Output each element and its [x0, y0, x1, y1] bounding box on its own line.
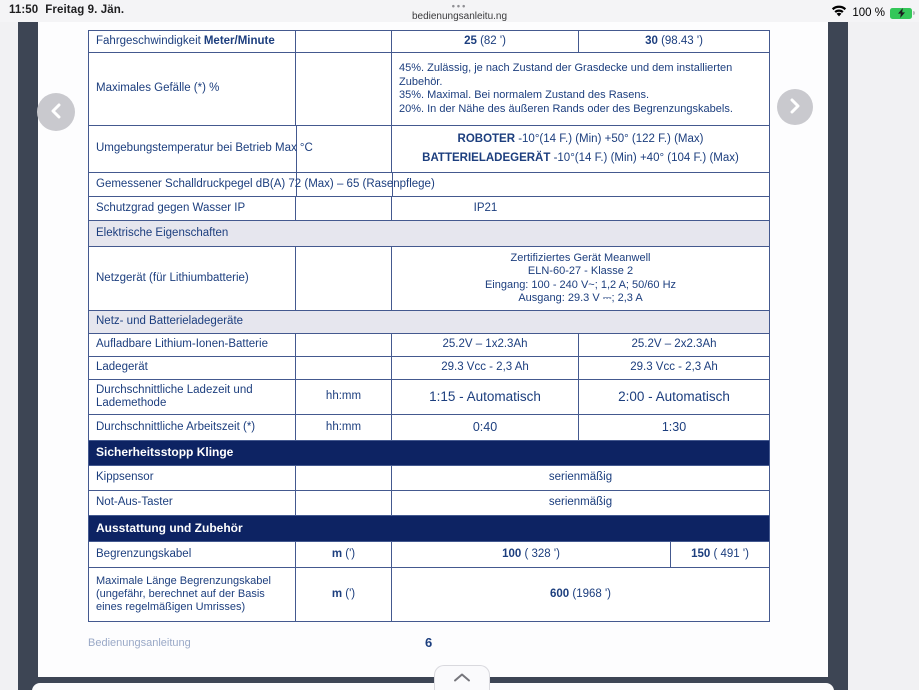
row-max-laenge-begrenzungskabel [89, 568, 769, 621]
spec-label: Ladegerät [89, 357, 296, 379]
spec-unit [296, 491, 392, 515]
row-schalldruckpegel [89, 173, 769, 197]
spec-label: Not-Aus-Taster [89, 491, 296, 515]
spec-label: Aufladbare Lithium-Ionen-Batterie [89, 334, 296, 356]
ellipsis-handle-icon[interactable]: ••• [451, 1, 468, 11]
spec-unit [296, 466, 392, 490]
row-arbeitszeit [89, 415, 769, 441]
row-schutzgrad [89, 197, 769, 221]
row-fahrgeschwindigkeit [89, 31, 769, 53]
spec-unit: hh:mm [296, 380, 392, 414]
spec-label: Gemessener Schalldruckpegel dB(A) 72 (Max) – 65 (Rasenpflege) [89, 173, 769, 196]
spec-unit [296, 357, 392, 379]
battery-percent: 100 % [852, 7, 885, 19]
chevron-right-icon [788, 98, 802, 117]
battery-charging-icon [890, 8, 912, 19]
row-not-aus-taster [89, 491, 769, 516]
row-kippsensor [89, 466, 769, 491]
spec-label: Durchschnittliche Ladezeit und Lademethode [89, 380, 296, 414]
spec-value-1: 25 (82 ') [392, 31, 579, 52]
document-domain-title: bedienungsanleitu.ng [411, 11, 508, 22]
footer-document-name: Bedienungsanleitung [88, 637, 191, 649]
status-bar [0, 0, 919, 22]
left-page-edge-band [18, 22, 38, 690]
spec-label: Durchschnittliche Arbeitszeit (*) [89, 415, 296, 440]
spec-value: IP21 [473, 201, 498, 214]
section-title: Sicherheitsstopp Klinge [96, 445, 234, 460]
status-date: Freitag 9. Jän. [45, 4, 125, 16]
spec-value: serienmäßig [548, 471, 613, 484]
spec-value: serienmäßig [548, 496, 613, 509]
spec-value: 600 (1968 ') [549, 587, 611, 600]
section-netz-batterieladegeraete [89, 311, 769, 334]
row-netzgeraet [89, 247, 769, 311]
spec-value: 45%. Zulässig, je nach Zustand der Grasdecke und dem installierten Zubehör. 35%. Maximal. Bei normalem Zustand des Rasens. 20%. In der Nähe des äußeren Rands oder des Begrenzungskabels. [399, 62, 733, 115]
spec-value-2: 25.2V – 2x2.3Ah [631, 338, 717, 351]
spec-unit: hh:mm [296, 415, 392, 440]
spec-value-1: 25.2V – 1x2.3Ah [392, 334, 579, 356]
scroll-up-tab[interactable] [434, 665, 490, 690]
spec-value-1: 1:15 - Automatisch [392, 380, 579, 414]
spec-value-1: 0:40 [392, 415, 579, 440]
next-page-top-edge [32, 683, 834, 690]
spec-unit [296, 334, 392, 356]
spec-value: ROBOTER -10°(14 F.) (Min) +50° (122 F.) (Max) BATTERIELADEGERÄT -10°(14 F.) (Min) +40° (104 F.) (Max) [422, 133, 739, 164]
spec-value-1: 29.3 Vcc - 2,3 Ah [392, 357, 579, 379]
spec-value-2: 2:00 - Automatisch [618, 389, 730, 405]
row-ladegeraet [89, 357, 769, 380]
spec-label: Netzgerät (für Lithiumbatterie) [89, 247, 296, 310]
next-page-button[interactable] [777, 89, 813, 125]
chevron-up-icon [453, 669, 471, 687]
spec-label: Begrenzungskabel [89, 542, 296, 567]
row-umgebungstemperatur [89, 126, 769, 173]
spec-value-2: 30 (98.43 ') [645, 34, 703, 47]
right-page-edge-band [828, 22, 848, 690]
spec-value-2: 29.3 Vcc - 2,3 Ah [630, 361, 718, 374]
section-title: Netz- und Batterieladegeräte [96, 315, 244, 328]
spec-value-1: 100 ( 328 ') [392, 542, 671, 567]
spec-unit: m (') [296, 542, 392, 567]
spec-unit [296, 197, 392, 220]
spec-label: Umgebungstemperatur bei Betrieb Max °C [89, 126, 392, 172]
row-max-gefaelle [89, 53, 769, 126]
spec-label: Maximale Länge Begrenzungskabel (ungefähr, berechnet auf der Basis eines regelmäßigen Umrisses) [89, 568, 296, 621]
row-begrenzungskabel [89, 542, 769, 568]
page-number: 6 [425, 635, 433, 650]
spec-label: Fahrgeschwindigkeit Meter/Minute [89, 31, 296, 52]
spec-value-2: 150 ( 491 ') [691, 547, 749, 560]
previous-page-button[interactable] [37, 93, 75, 131]
row-ladezeit [89, 380, 769, 415]
section-ausstattung-zubehoer [89, 516, 769, 542]
section-sicherheitsstopp-klinge [89, 441, 769, 466]
section-title: Elektrische Eigenschaften [96, 226, 229, 239]
spec-unit: m (') [296, 568, 392, 621]
spec-value: Zertifiziertes Gerät Meanwell ELN-60-27 - Klasse 2 Eingang: 100 - 240 V~; 1,2 A; 50/60 Hz Ausgang: 29.3 V ⎓; 2,3 A [484, 251, 677, 304]
section-title: Ausstattung und Zubehör [96, 520, 243, 535]
spec-unit [296, 247, 392, 310]
spec-value-2: 1:30 [661, 419, 687, 434]
specifications-table [88, 30, 770, 622]
spec-label: Schutzgrad gegen Wasser IP [89, 197, 296, 220]
section-elektrische-eigenschaften [89, 221, 769, 247]
spec-label: Maximales Gefälle (*) % [89, 53, 296, 125]
spec-label: Kippsensor [89, 466, 296, 490]
chevron-left-icon [49, 103, 63, 122]
spec-unit [296, 31, 392, 52]
spec-unit [296, 53, 392, 125]
row-aufladbare-batterie [89, 334, 769, 357]
status-time: 11:50 [9, 4, 39, 16]
wifi-icon [831, 4, 847, 22]
